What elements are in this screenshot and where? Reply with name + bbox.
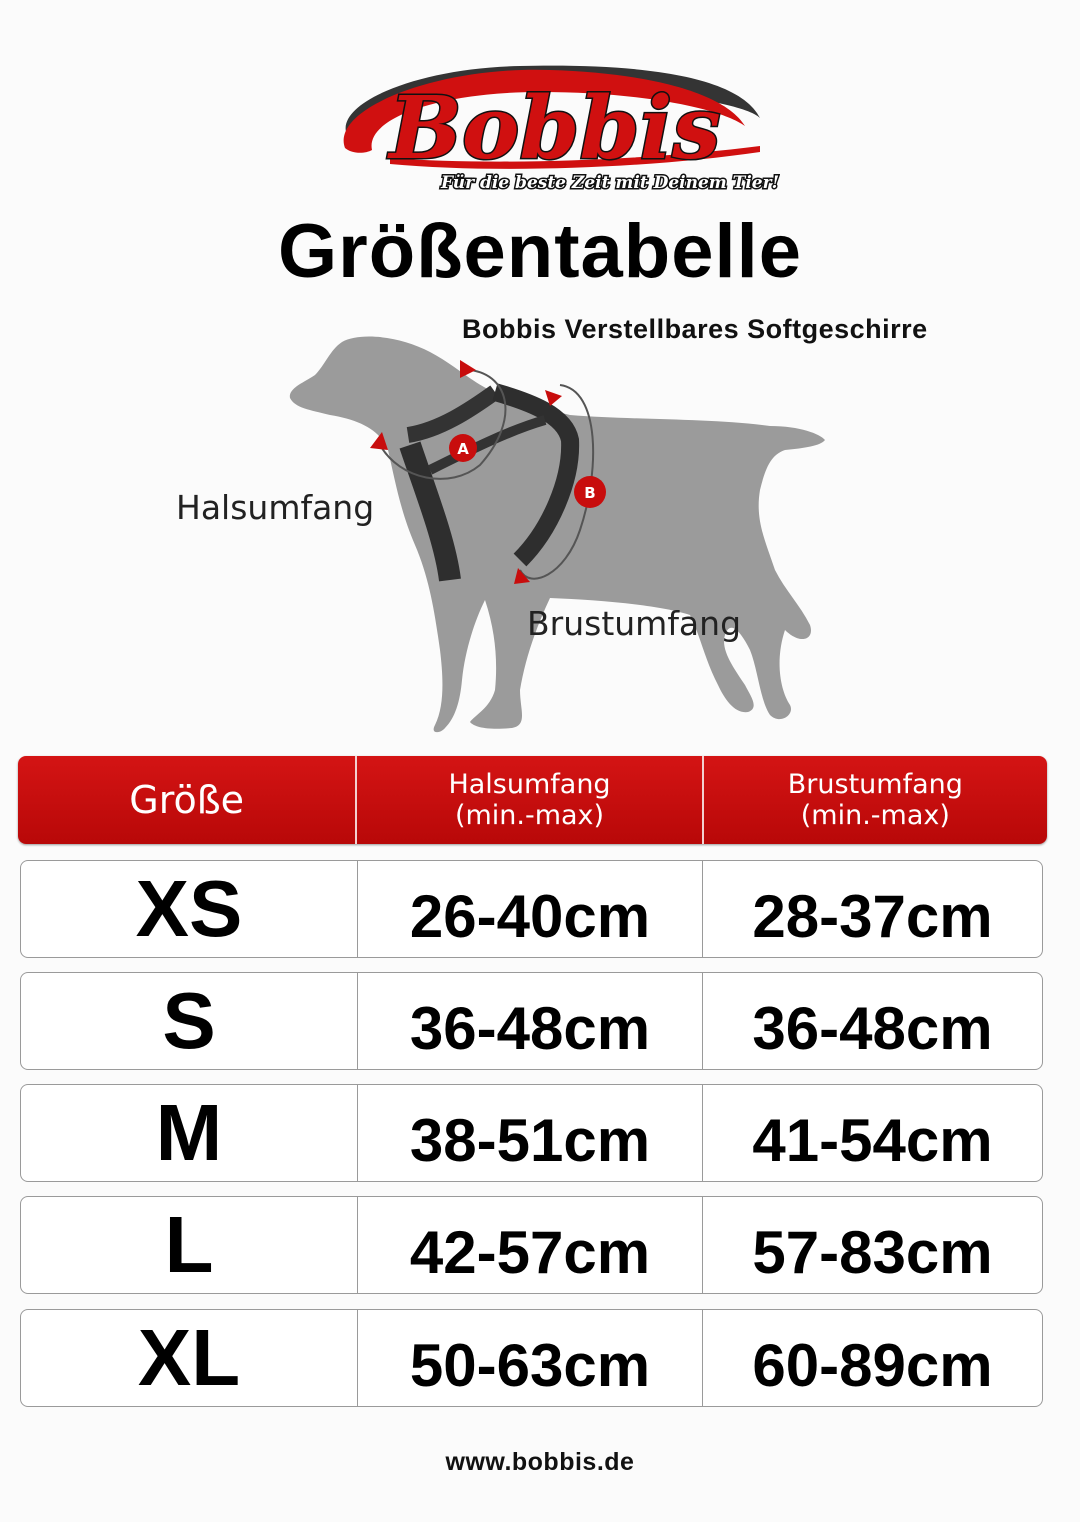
chest-cell: 57-83cm — [702, 1197, 1042, 1293]
header-size: Größe — [129, 778, 245, 822]
size-cell: XS — [135, 864, 243, 953]
size-table-header — [18, 756, 1047, 844]
dog-harness-diagram — [280, 330, 880, 740]
chest-cell: 41-54cm — [702, 1085, 1042, 1181]
website-url: www.bobbis.de — [445, 1448, 635, 1476]
header-neck: Halsumfang (min.-max) — [355, 756, 701, 844]
logo-tagline: Für die beste Zeit mit Deinem Tier! — [440, 173, 780, 193]
page-title: Größentabelle — [278, 209, 802, 294]
bobbis-logo — [320, 48, 780, 198]
neck-cell: 26-40cm — [357, 861, 702, 957]
page-subtitle: Bobbis Verstellbares Softgeschirre — [462, 314, 928, 344]
table-row — [20, 1309, 1043, 1407]
chest-girth-label: Brustumfang — [527, 604, 742, 643]
arrow-icon — [460, 360, 476, 378]
size-cell: M — [155, 1088, 223, 1177]
table-row — [20, 1196, 1043, 1294]
neck-cell: 36-48cm — [357, 973, 702, 1069]
neck-cell: 42-57cm — [357, 1197, 702, 1293]
table-row — [20, 860, 1043, 958]
size-cell: XL — [137, 1313, 241, 1402]
size-cell: S — [162, 976, 216, 1065]
chest-cell: 28-37cm — [702, 861, 1042, 957]
neck-girth-label: Halsumfang — [176, 488, 375, 527]
header-chest: Brustumfang (min.-max) — [702, 756, 1047, 844]
chest-cell: 36-48cm — [702, 973, 1042, 1069]
table-row — [20, 1084, 1043, 1182]
svg-text:B: B — [584, 484, 596, 502]
chest-cell: 60-89cm — [702, 1310, 1042, 1406]
logo-wordmark: Bobbis — [389, 78, 721, 179]
neck-cell: 38-51cm — [357, 1085, 702, 1181]
table-row — [20, 972, 1043, 1070]
neck-cell: 50-63cm — [357, 1310, 702, 1406]
size-cell: L — [164, 1200, 214, 1289]
svg-text:A: A — [457, 440, 469, 458]
